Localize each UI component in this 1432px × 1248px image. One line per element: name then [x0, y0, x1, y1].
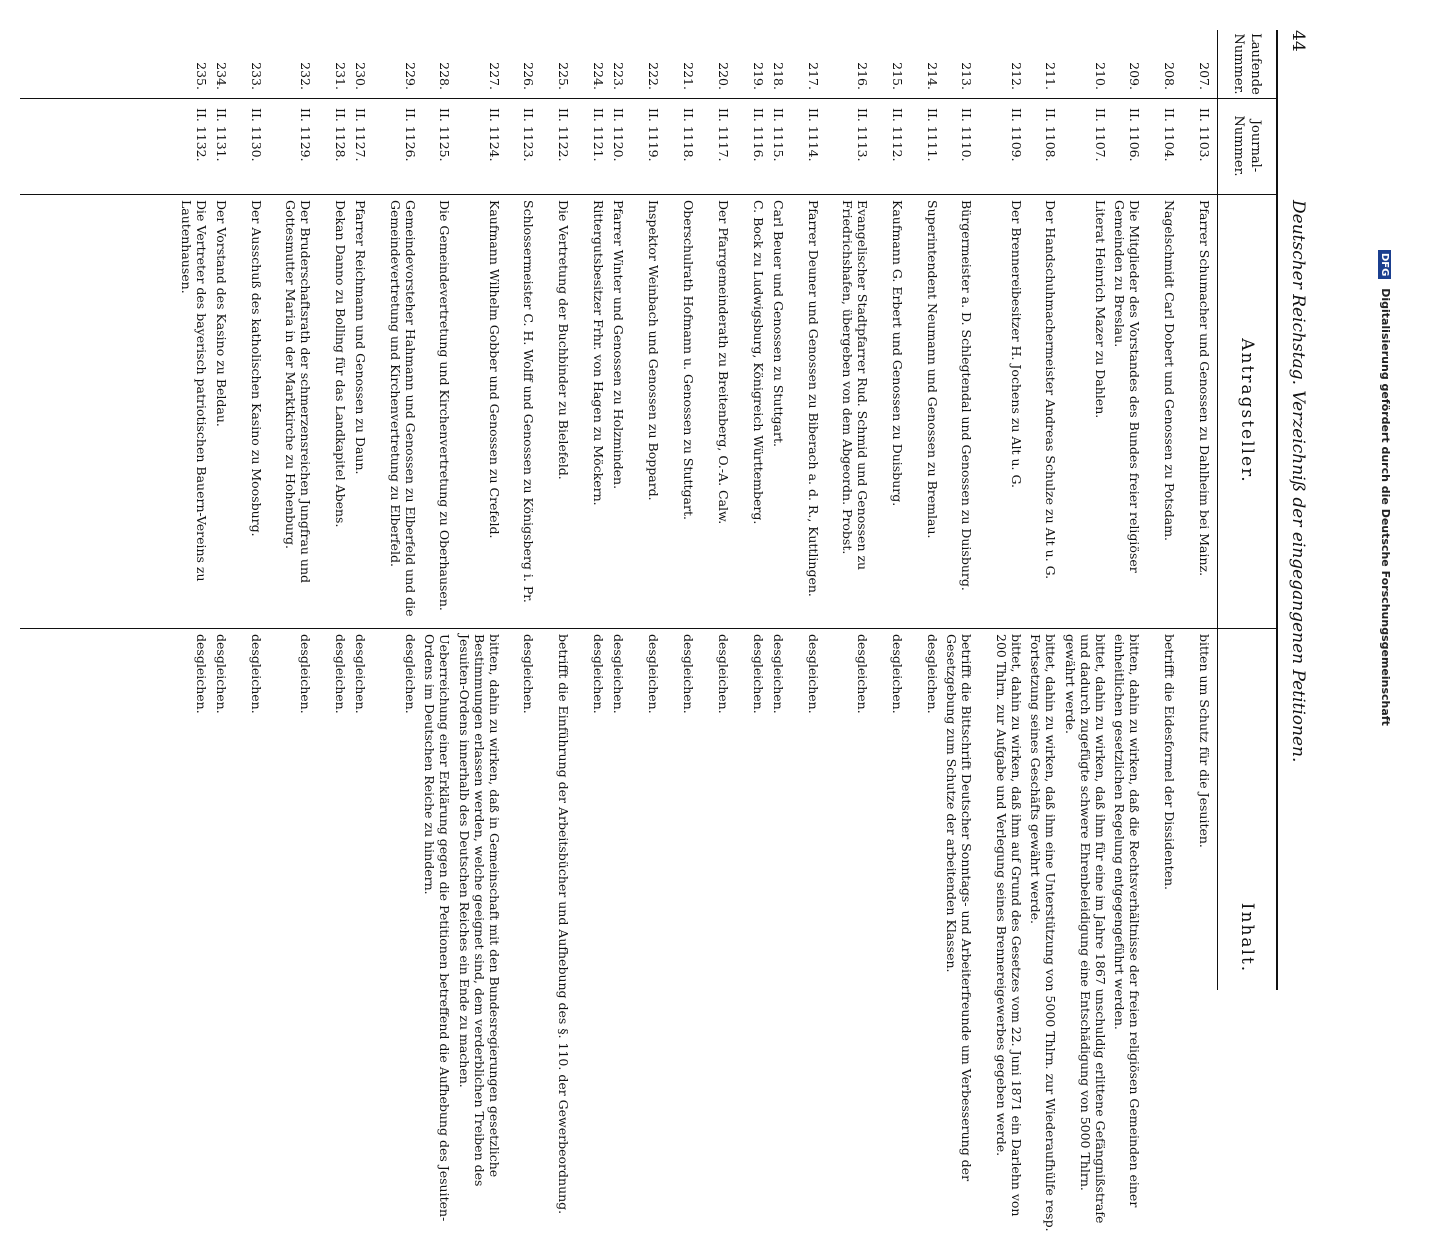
journal-number: II. 1122. [556, 108, 572, 162]
petitioner: Pfarrer Winter und Genossen zu Holzminden. [611, 200, 627, 490]
row-number: 232. [298, 62, 314, 90]
journal-number: II. 1110. [959, 108, 975, 162]
petitioner: Pfarrer Deuner und Genossen zu Biberach a. d. R., Kuttlingen. [805, 200, 821, 597]
journal-number: II. 1108. [1043, 108, 1059, 162]
petitioner: Evangelischer Stadtpfarrer Rud. Schmid und Genossen zu Friedrichshafen, übergeben von dem Abgeordn. Probst. [840, 200, 870, 571]
petition-content: desgleichen. [715, 634, 731, 714]
row-number: 209. [1127, 62, 1143, 90]
journal-number: II. 1126. [402, 108, 418, 162]
petition-content: desgleichen. [521, 634, 537, 714]
petitioner: Gemeindevorsteher Hahmann und Genossen zu Elberfeld und die Gemeindevertretung und Kirchenvertretung zu Elberfeld. [387, 200, 418, 617]
page-caption: Deutscher Reichstag. Verzeichniß der eingegangenen Petitionen. [1288, 200, 1308, 763]
petitioner: Der Pfarrgemeinderath zu Breitenberg, O.-A. Calw. [715, 200, 731, 525]
journal-number: II. 1118. [681, 108, 696, 162]
petition-content: desgleichen. [611, 634, 627, 714]
journal-number: II. 1120. [611, 108, 627, 162]
header-number: Laufende Nummer. [1231, 33, 1263, 95]
row-number: 225. [556, 62, 572, 90]
row-number: 228. [437, 62, 453, 90]
petitioner: Pfarrer Schumacher und Genossen zu Dahlheim bei Mainz. [1197, 200, 1212, 577]
petition-content: bittet, dahin zu wirken, daß ihm für eine im Jahre 1867 unschuldig erlittene Gefängnißstrafe und dadurch zugefügte schwere Ehrenbeleidigung eine Entschädigung von 5000 Thlrn. gewährt werde. [1062, 634, 1108, 1224]
row-number: 224. [591, 62, 606, 90]
petitioner: Superintendent Neumann und Genossen zu Bremlau. [924, 200, 940, 539]
journal-number: II. 1109. [1008, 108, 1024, 162]
row-number: 223. [611, 62, 627, 90]
row-number: 215. [889, 62, 905, 90]
petition-content: desgleichen. [193, 634, 209, 714]
row-number: 212. [1008, 62, 1024, 90]
row-number: 229. [402, 62, 418, 90]
journal-number: II. 1125. [437, 108, 453, 162]
journal-number: II. 1106. [1127, 108, 1143, 162]
journal-number: II. 1112. [889, 108, 905, 162]
petitioner: Literat Heinrich Mazer zu Dahlen. [1092, 200, 1108, 419]
petitioner: Der Ausschuß des katholischen Kasino zu Moosburg. [249, 200, 264, 537]
petition-content: betrifft die Einführung der Arbeitsbücher und Aufhebung des §. 110. der Gewerbeordnung. [556, 634, 572, 1215]
petition-content: betrifft die Eidesformel der Dissidenten. [1162, 634, 1178, 891]
row-number: 210. [1092, 62, 1108, 90]
petition-content: desgleichen. [402, 634, 418, 714]
petitioner: Carl Beuer und Genossen zu Stuttgart. [771, 200, 786, 447]
petitioner: Der Brennereibesitzer H. Jochens zu Alt u. G. [1008, 200, 1024, 488]
journal-number: II. 1127. [353, 108, 369, 162]
petitioner: Kaufmann G. Erbert und Genossen zu Duisburg. [889, 200, 905, 507]
petitioner: Nagelschmidt Carl Dobert und Genossen zu Potsdam. [1162, 200, 1178, 542]
journal-number: II. 1119. [646, 108, 662, 162]
header-petitioner: Antragsteller. [1237, 338, 1258, 484]
petitioner: Bürgermeister a. D. Schlegtendal und Genossen zu Duisburg. [959, 200, 975, 591]
petitioner: Dekan Danno zu Bolling für das Landkapitel Abens. [333, 200, 348, 528]
journal-number: II. 1131. [214, 108, 230, 162]
row-number: 207. [1197, 62, 1212, 90]
row-number: 234. [214, 62, 230, 90]
petitioner: Der Vorstand des Kasino zu Beldau. [214, 200, 230, 427]
journal-number: II. 1130. [249, 108, 264, 162]
journal-number: II. 1121. [591, 108, 606, 162]
column-divider [20, 194, 1278, 195]
petition-content: desgleichen. [214, 634, 230, 714]
petition-content: desgleichen. [771, 634, 786, 714]
row-number: 218. [771, 62, 786, 90]
journal-number: II. 1104. [1162, 108, 1178, 162]
row-number: 220. [715, 62, 731, 90]
petitioner: Kaufmann Wilhelm Gobber und Genossen zu Crefeld. [486, 200, 502, 539]
page-number: 44 [1288, 30, 1308, 52]
row-number: 216. [855, 62, 870, 90]
petitioner: Rittergutsbesitzer Frhr. von Hagen zu Möckern. [591, 200, 606, 506]
row-number: 231. [333, 62, 348, 90]
petitioner: Die Mitglieder des Vorstandes des Bundes freier religiöser Gemeinden zu Breslau. [1112, 200, 1143, 573]
row-number: 233. [249, 62, 264, 90]
header-top-rule [1276, 30, 1278, 990]
header-content: Inhalt. [1237, 902, 1258, 974]
petition-content: desgleichen. [298, 634, 314, 714]
row-number: 226. [521, 62, 537, 90]
footer-text: Digitalisierung gefördert durch die Deutsche Forschungsgemeinschaft [1379, 288, 1392, 726]
petitioner: Die Gemeindevertretung und Kirchenvertretung zu Oberhausen. [437, 200, 453, 611]
journal-number: II. 1103. [1197, 108, 1212, 162]
petition-content: desgleichen. [889, 634, 905, 714]
journal-number: II. 1132. [193, 108, 209, 162]
row-number: 213. [959, 62, 975, 90]
header-journal: Journal-Nummer. [1231, 115, 1263, 177]
petition-content: desgleichen. [681, 634, 696, 714]
column-divider [20, 628, 1278, 629]
petition-content: desgleichen. [591, 634, 606, 714]
petition-content: desgleichen. [249, 634, 264, 714]
petition-content: desgleichen. [750, 634, 766, 714]
petition-content: desgleichen. [855, 634, 870, 714]
journal-number: II. 1116. [750, 108, 766, 162]
journal-number: II. 1114. [805, 108, 821, 162]
petitioner: Der Bruderschaftsrath der schmerzensreichen Jungfrau und Gottesmutter Maria in der Marktkirche zu Hohenburg. [283, 200, 314, 584]
petition-content: bittet, dahin zu wirken, daß ihm eine Unterstützung von 5000 Thlrn. zur Wiederaufhülfe resp. Fortsetzung seines Geschäfts gewährt werde. [1028, 634, 1059, 1232]
row-number: 208. [1162, 62, 1178, 90]
petitioner: Die Vertreter des bayerisch patriotischen Bauern-Vereins zu Lautenhausen. [178, 200, 209, 582]
journal-number: II. 1128. [333, 108, 348, 162]
journal-number: II. 1107. [1092, 108, 1108, 162]
petition-content: bitten, dahin zu wirken, daß die Rechtsverhältnisse der freien religiösen Gemeinden einer einheitlichen gesetzlichen Regelung entgegengeführt werden. [1112, 634, 1143, 1208]
petitioner: Die Vertretung der Buchbinder zu Bielefeld. [556, 200, 572, 480]
journal-number: II. 1111. [924, 108, 940, 162]
petition-content: betrifft die Bittschrift Deutscher Sonntags- und Arbeiterfreunde um Verbesserung der Gesetzgebung zum Schutze der arbeitenden Klassen. [944, 634, 975, 1182]
row-number: 227. [486, 62, 502, 90]
journal-number: II. 1113. [855, 108, 870, 162]
journal-number: II. 1115. [771, 108, 786, 162]
petition-content: desgleichen. [333, 634, 348, 714]
petition-content: desgleichen. [805, 634, 821, 714]
dfg-logo: DFG [1378, 250, 1391, 279]
petition-content: bitten, dahin zu wirken, daß in Gemeinschaft mit den Bundesregierungen gesetzliche Bestimmungen erlassen werden, welche geeignet sind, dem verderblichen Treiben des Jesuiten-Ordens innerhalb des Deutschen Reiches ein Ende zu machen. [456, 634, 502, 1187]
row-number: 219. [750, 62, 766, 90]
document-page [20, 30, 1310, 1232]
petition-content: desgleichen. [353, 634, 369, 714]
journal-number: II. 1129. [298, 108, 314, 162]
row-number: 211. [1043, 62, 1059, 90]
petitioner: Oberschulrath Hofmann u. Genossen zu Stuttgart. [681, 200, 696, 520]
petition-content: bittet, dahin zu wirken, daß ihm auf Grund des Gesetzes vom 22. Juni 1871 ein Darlehn von 200 Thlrn. zur Aufgabe und Verlegung seines Brennereigewerbes gegeben werde. [993, 634, 1024, 1217]
row-number: 221. [681, 62, 696, 90]
petitioner: Pfarrer Reichmann und Genossen zu Daun. [353, 200, 369, 475]
journal-number: II. 1124. [486, 108, 502, 162]
row-number: 235. [193, 62, 209, 90]
petition-content: desgleichen. [646, 634, 662, 714]
row-number: 214. [924, 62, 940, 90]
petition-content: Ueberreichung einer Erklärung gegen die Petitionen betreffend die Aufhebung des Jesuiten-Ordens im Deutschen Reiche zu hindern. [422, 634, 453, 1222]
row-number: 222. [646, 62, 662, 90]
page-footer [1378, 250, 1392, 990]
petitioner: Inspektor Weinbach und Genossen zu Boppard. [646, 200, 662, 501]
petitioner: C. Bock zu Ludwigsburg, Königreich Württemberg. [750, 200, 766, 525]
row-number: 230. [353, 62, 369, 90]
journal-number: II. 1123. [521, 108, 537, 162]
petitioner: Schlossermeister C. H. Wolff und Genossen zu Königsberg i. Pr. [521, 200, 537, 603]
petition-content: bitten um Schutz für die Jesuiten. [1197, 634, 1212, 848]
column-divider [20, 98, 1278, 99]
journal-number: II. 1117. [715, 108, 731, 162]
petition-content: desgleichen. [924, 634, 940, 714]
petitioner: Der Handschuhmachermeister Andreas Schulze zu Alt u. G. [1043, 200, 1059, 580]
row-number: 217. [805, 62, 821, 90]
